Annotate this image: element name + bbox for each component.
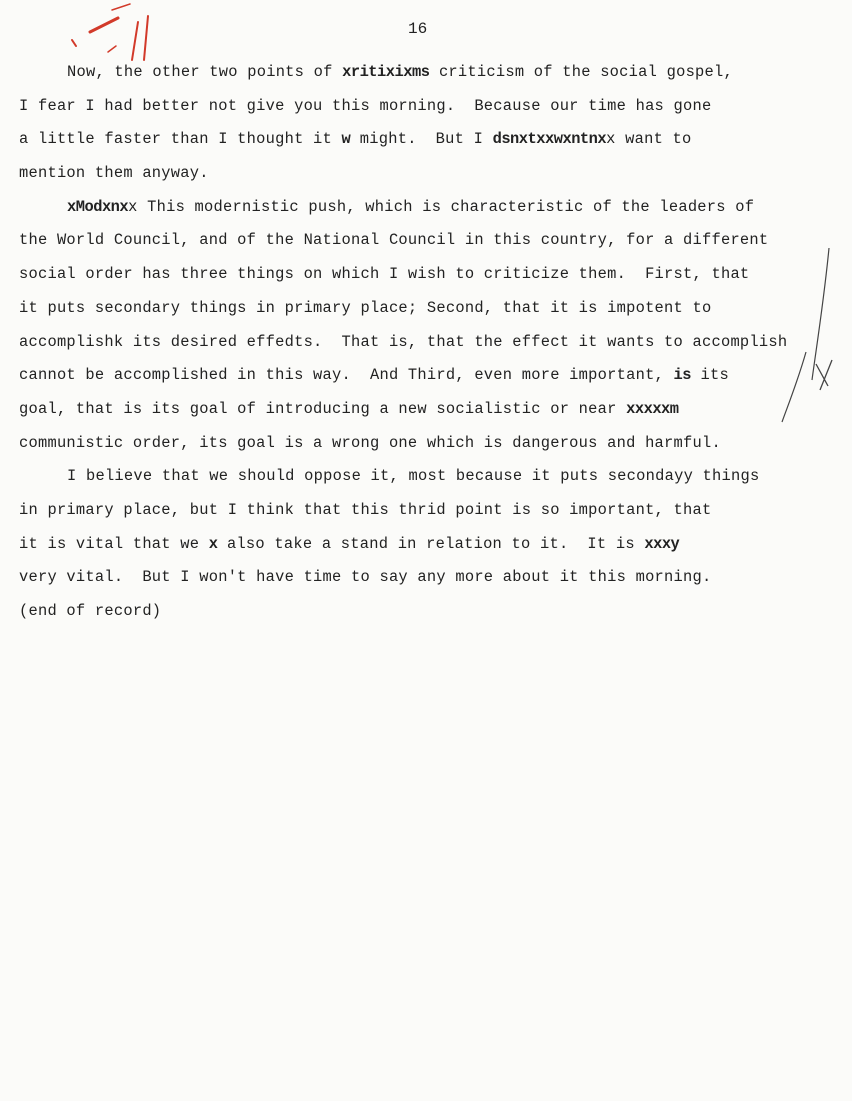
line-text: a little faster than I thought it bbox=[19, 130, 342, 149]
line-text: its bbox=[691, 366, 729, 385]
struck-text: dsnxtxxwxntnx bbox=[492, 130, 607, 149]
text-line bbox=[19, 224, 819, 258]
typed-body bbox=[19, 56, 819, 629]
text-line bbox=[19, 494, 819, 528]
red-pencil-mark bbox=[60, 2, 170, 64]
line-text: very vital. But I won't have time to say any more about it this morning. bbox=[19, 568, 712, 587]
struck-text: xxxy bbox=[644, 534, 680, 553]
text-line bbox=[19, 393, 819, 427]
line-text: criticism of the social gospel, bbox=[429, 63, 734, 81]
text-line bbox=[19, 595, 819, 629]
line-text: might. But I bbox=[350, 130, 493, 149]
text-line bbox=[19, 258, 819, 292]
struck-text: xxxxxm bbox=[626, 399, 679, 418]
struck-text: xModxnx bbox=[67, 197, 129, 216]
struck-text: x bbox=[208, 534, 218, 553]
text-line bbox=[19, 90, 819, 124]
line-text: (end of record) bbox=[19, 602, 162, 620]
text-line bbox=[19, 191, 819, 225]
text-line bbox=[19, 528, 819, 562]
line-text: in primary place, but I think that this thrid point is so important, that bbox=[19, 500, 712, 519]
text-line bbox=[19, 359, 819, 393]
line-text: the World Council, and of the National Council in this country, for a different bbox=[19, 231, 769, 250]
line-text: it puts secondary things in primary place; Second, that it is impotent to bbox=[19, 298, 712, 317]
struck-text: xritixixms bbox=[342, 63, 430, 81]
line-text: Now, the other two points of bbox=[67, 63, 343, 81]
page-number: 16 bbox=[408, 20, 428, 38]
line-text: x This modernistic push, which is characteristic of the leaders of bbox=[128, 197, 755, 216]
line-text: x want to bbox=[606, 130, 692, 149]
line-text: goal, that is its goal of introducing a new socialistic or near bbox=[19, 399, 627, 418]
text-line bbox=[19, 123, 819, 157]
text-line bbox=[19, 561, 819, 595]
line-text: I believe that we should oppose it, most because it puts secondayy things bbox=[67, 467, 760, 486]
line-text: cannot be accomplished in this way. And Third, even more important, bbox=[19, 366, 674, 385]
struck-text: w bbox=[341, 130, 351, 149]
text-line bbox=[19, 56, 819, 90]
struck-text: is bbox=[673, 366, 692, 385]
text-line bbox=[19, 292, 819, 326]
line-text: mention them anyway. bbox=[19, 164, 209, 183]
line-text: communistic order, its goal is a wrong one which is dangerous and harmful. bbox=[19, 433, 721, 452]
line-text: it is vital that we bbox=[19, 534, 209, 553]
text-line bbox=[19, 427, 819, 461]
text-line bbox=[19, 157, 819, 191]
text-line bbox=[19, 326, 819, 360]
line-text: social order has three things on which I wish to criticize them. First, that bbox=[19, 265, 750, 284]
line-text: I fear I had better not give you this morning. Because our time has gone bbox=[19, 96, 712, 115]
line-text: also take a stand in relation to it. It is bbox=[217, 534, 645, 553]
text-line bbox=[19, 460, 819, 494]
line-text: accomplishk its desired effedts. That is, that the effect it wants to accomplish bbox=[19, 332, 788, 351]
